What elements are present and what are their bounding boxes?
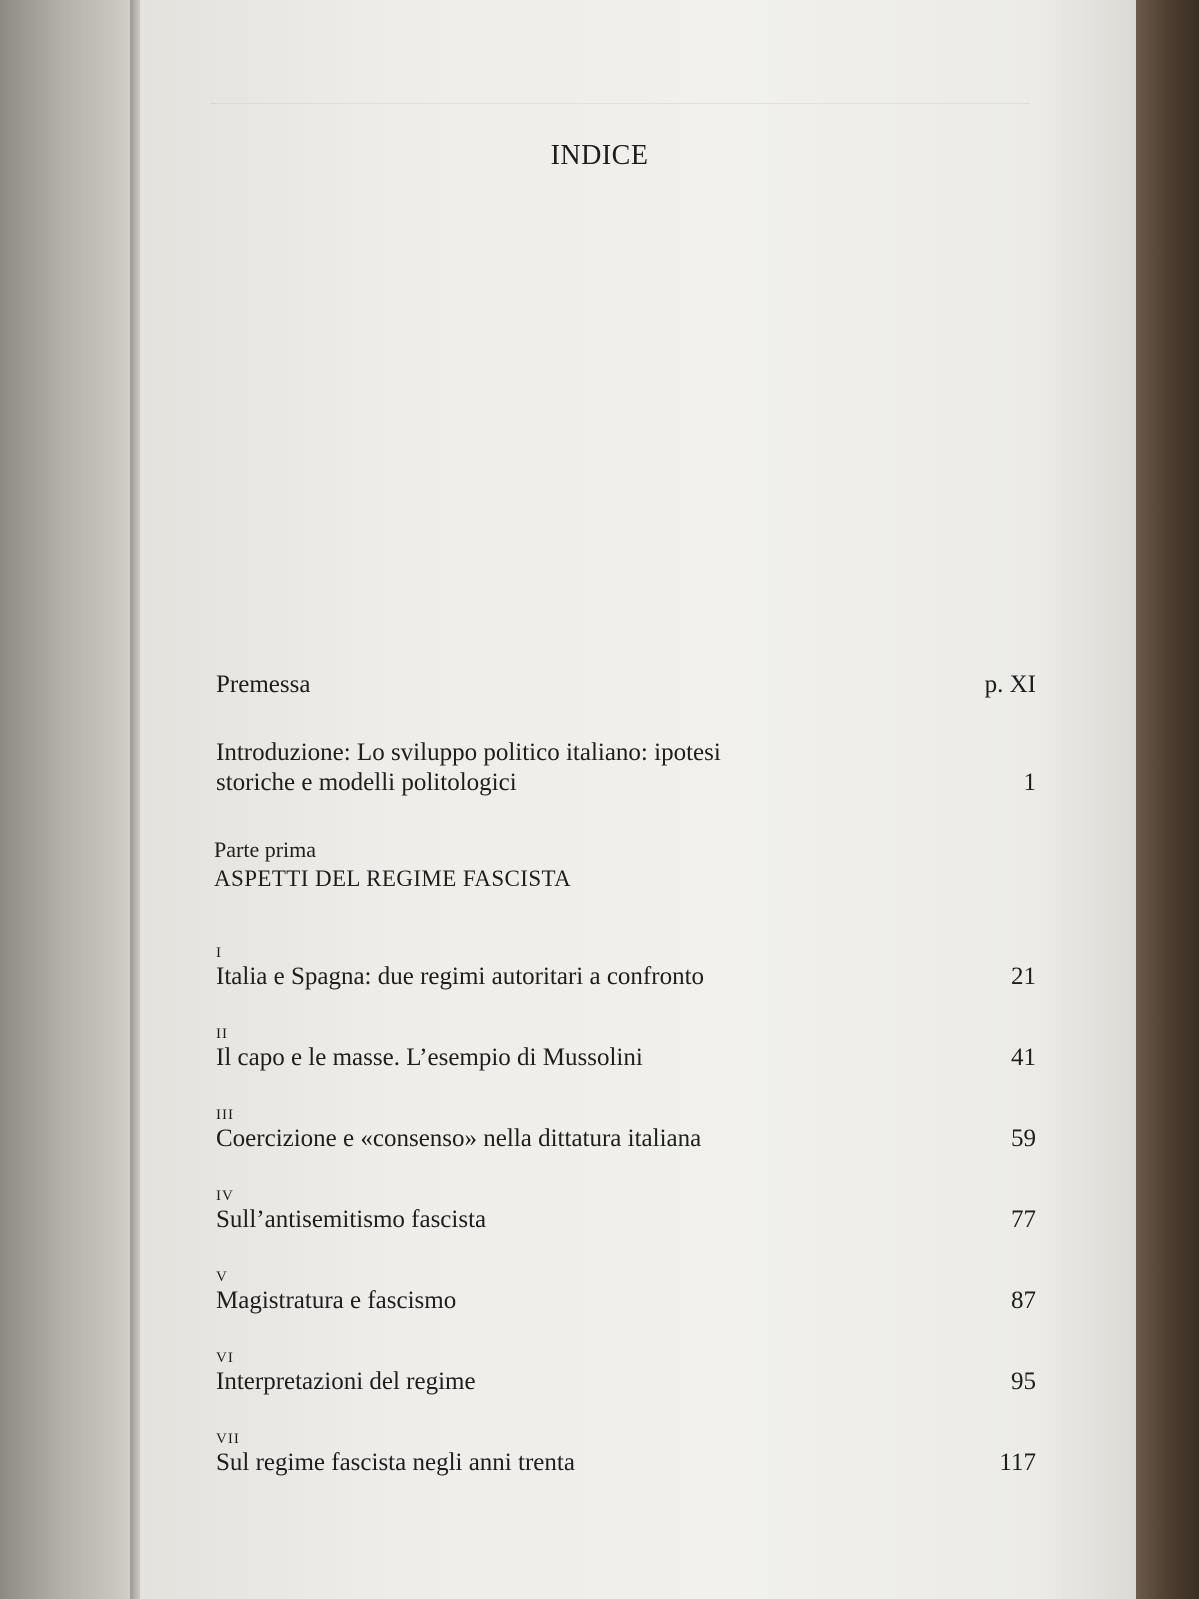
part-heading [214,836,571,894]
chapter-page: 21 [1011,963,1036,990]
toc-chapter-5 [216,1268,1036,1316]
toc-entry-page: 1 [1023,769,1036,796]
chapter-page: 117 [999,1449,1036,1476]
page-title: INDICE [550,140,649,171]
chapter-title: Il capo e le masse. L’esempio di Mussolini [216,1044,643,1071]
toc-chapter-7 [216,1430,1036,1478]
chapter-page: 59 [1011,1125,1036,1152]
toc-entry-premessa [216,670,1036,700]
chapter-number: VII [216,1431,240,1447]
chapter-page: 41 [1011,1044,1036,1071]
chapter-title: Interpretazioni del regime [216,1368,476,1395]
toc-entry-label-line-1: Introduzione: Lo sviluppo politico italiano: ipotesi [216,739,721,766]
chapter-number: VI [216,1350,234,1366]
toc-entry-introduzione [216,738,1036,798]
toc-entry-label: Premessa [216,671,311,698]
chapter-page: 95 [1011,1368,1036,1395]
part-label: Parte prima [214,837,317,862]
toc-entry-label-line-2: storiche e modelli politologici [216,769,517,796]
toc-chapter-3 [216,1106,1036,1154]
toc-entry-page: p. XI [984,671,1036,698]
toc-chapter-4 [216,1187,1036,1235]
show-through-rule [210,103,1030,104]
part-title: ASPETTI DEL REGIME FASCISTA [214,866,572,891]
toc-chapter-1 [216,944,1036,992]
chapter-page: 77 [1011,1206,1036,1233]
chapter-title: Italia e Spagna: due regimi autoritari a confronto [216,963,705,990]
chapter-number: IV [216,1188,234,1204]
chapter-title: Coercizione e «consenso» nella dittatura italiana [216,1125,702,1152]
chapter-page: 87 [1011,1287,1036,1314]
table-background [1136,0,1199,1599]
chapter-number: V [216,1269,228,1285]
chapter-title: Magistratura e fascismo [216,1287,457,1314]
chapter-number: III [216,1107,234,1123]
chapter-number: II [216,1026,228,1042]
toc-chapter-2 [216,1025,1036,1073]
facing-page-edge [0,0,135,1599]
chapter-title: Sull’antisemitismo fascista [216,1206,487,1233]
chapter-title: Sul regime fascista negli anni trenta [216,1449,575,1476]
toc-chapter-6 [216,1349,1036,1397]
chapter-number: I [216,945,222,961]
